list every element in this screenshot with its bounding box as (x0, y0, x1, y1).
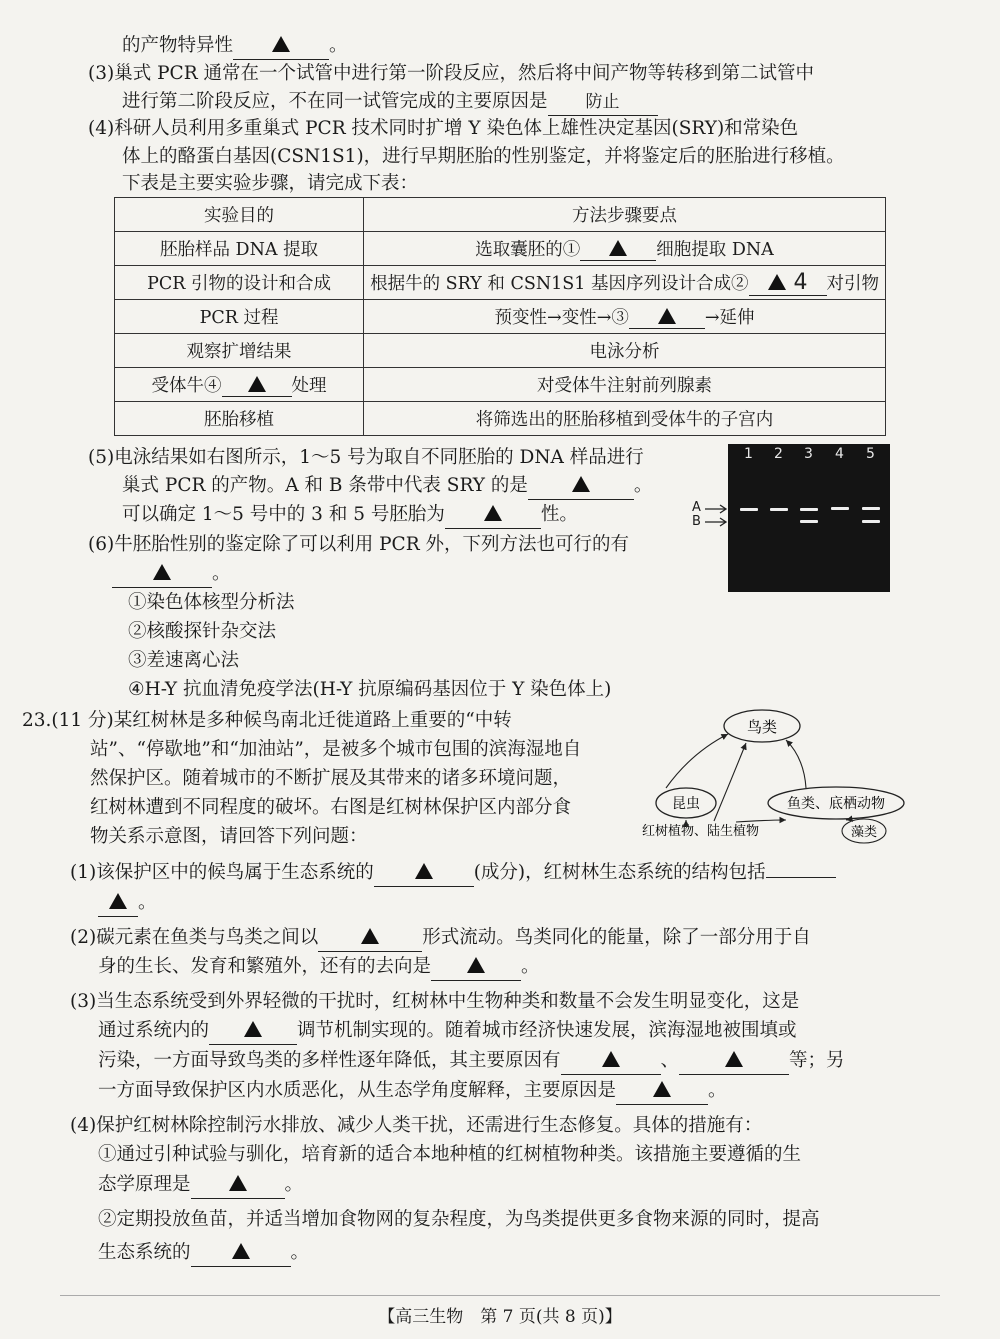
table-cell: 将筛选出的胚胎移植到受体牛的子宫内 (364, 402, 886, 436)
q22-p4-line1: (4)科研人员利用多重巢式 PCR 技术同时扩增 Y 染色体上雄性决定基因(SRY)和常染色 (88, 118, 799, 139)
blank-triangle-icon (109, 893, 127, 909)
table-row (115, 402, 886, 436)
q22-p6-option: ④H-Y 抗血清免疫学法(H-Y 抗原编码基因位于 Y 染色体上) (128, 679, 612, 700)
food-web-arrow (786, 740, 806, 788)
table-cell: 观察扩增结果 (115, 334, 364, 368)
answer-blank[interactable] (629, 308, 705, 329)
gel-band-a (862, 507, 880, 510)
q22-p6-option: ①染色体核型分析法 (128, 592, 295, 613)
table-cell: 受体牛④ 处理 (115, 368, 364, 402)
answer-blank[interactable] (191, 1172, 285, 1199)
page-footer: 【高三生物 第 7 页(共 8 页)】 (378, 1307, 622, 1327)
q22-p6-option: ③差速离心法 (128, 650, 240, 671)
answer-blank[interactable] (431, 954, 521, 981)
answer-blank[interactable] (222, 376, 292, 397)
answer-blank[interactable] (374, 860, 474, 887)
footer-divider (60, 1295, 940, 1296)
table-row (115, 334, 886, 368)
answer-blank[interactable] (233, 33, 329, 60)
handwritten-answer: 4 (793, 269, 808, 295)
food-web-arrow (666, 734, 728, 788)
blank-triangle-icon (248, 376, 266, 392)
lane-label: 3 (804, 446, 813, 462)
answer-blank[interactable] (616, 1078, 708, 1105)
table-cell: PCR 引物的设计和合成 (115, 266, 364, 300)
experiment-steps-table (114, 197, 886, 436)
table-cell: 电泳分析 (364, 334, 886, 368)
blank-triangle-icon (658, 308, 676, 324)
q22-p3-line2: 进行第二阶段反应，不在同一试管完成的主要原因是 防止 (122, 89, 658, 116)
answer-blank[interactable] (766, 877, 836, 878)
food-web-label: 鱼类、底栖动物 (787, 796, 885, 812)
q22-p6-question: (6)牛胚胎性别的鉴定除了可以利用 PCR 外，下列方法也可行的有 (88, 534, 630, 555)
q22-p6-answer: 。 (112, 561, 231, 588)
q22-p5-line1: (5)电泳结果如右图所示，1～5 号为取自不同胚胎的 DNA 样品进行 (88, 447, 644, 468)
band-label-b: B (692, 514, 701, 529)
q22-p6-option: ②核酸探针杂交法 (128, 621, 277, 642)
q23-p2-line1: (2)碳元素在鱼类与鸟类之间以 形式流动。鸟类同化的能量，除了一部分用于自 (70, 925, 811, 952)
table-row (115, 266, 886, 300)
q22-p3-line1: (3)巢式 PCR 通常在一个试管中进行第一阶段反应，然后将中间产物等转移到第二试管中 (88, 63, 815, 84)
q23-p4-line5: 生态系统的 。 (98, 1240, 309, 1267)
food-web-label: 昆虫 (672, 796, 700, 812)
answer-blank[interactable] (580, 240, 656, 261)
lane-label: 2 (774, 446, 783, 462)
food-web-label: 藻类 (850, 825, 878, 840)
q23-p1-line1: (1)该保护区中的候鸟属于生态系统的 (成分)，红树林生态系统的结构包括 (70, 860, 836, 887)
blank-triangle-icon (602, 1051, 620, 1067)
q22-p4-line2: 体上的酪蛋白基因(CSN1S1)，进行早期胚胎的性别鉴定，并将鉴定后的胚胎进行移植。 (122, 146, 845, 167)
blank-triangle-icon (415, 863, 433, 879)
answer-blank[interactable] (548, 89, 658, 116)
blank-triangle-icon (229, 1175, 247, 1191)
table-row (115, 368, 886, 402)
q23-p3-line1: (3)当生态系统受到外界轻微的干扰时，红树林中生物种类和数量不会发生明显变化，这是 (70, 991, 800, 1012)
q23-p4-line1: (4)保护红树林除控制污水排放、减少人类干扰，还需进行生态修复。具体的措施有： (70, 1115, 763, 1136)
q22-p5-line2: 巢式 PCR 的产物。A 和 B 条带中代表 SRY 的是 。 (122, 473, 652, 500)
blank-triangle-icon (361, 928, 379, 944)
q23-p3-line2: 通过系统内的 调节机制实现的。随着城市经济快速发展，滨海湿地被围填或 (98, 1018, 797, 1045)
q23-intro-line: 23.(11 分)某红树林是多种候鸟南北迁徙道路上重要的“中转 (22, 710, 512, 731)
answer-blank[interactable] (679, 1048, 789, 1075)
answer-blank[interactable] (98, 890, 138, 917)
q23-intro-line: 然保护区。随着城市的不断扩展及其带来的诸多环境问题， (90, 768, 572, 789)
table-header: 实验目的 (115, 198, 364, 232)
table-row (115, 300, 886, 334)
gel-band-a (800, 508, 818, 511)
blank-triangle-icon (609, 240, 627, 256)
answer-blank[interactable] (561, 1048, 661, 1075)
food-web-diagram (636, 708, 906, 848)
lane-label: 1 (744, 446, 753, 462)
blank-triangle-icon (653, 1081, 671, 1097)
q23-p3-line3: 污染，一方面导致鸟类的多样性逐年降低，其主要原因有 、 等；另 (98, 1048, 845, 1075)
q22-frag-line: 的产物特异性 。 (122, 33, 348, 60)
lane-label: 4 (835, 446, 844, 462)
table-header-row (115, 198, 886, 232)
gel-band-b (862, 520, 880, 523)
blank-triangle-icon (232, 1243, 250, 1259)
blank-triangle-icon (153, 564, 171, 580)
table-cell: 选取囊胚的① 细胞提取 DNA (364, 232, 886, 266)
band-pointer-arrows (703, 502, 731, 530)
food-web-label: 鸟类 (746, 718, 778, 736)
q23-intro-line: 红树林遭到不同程度的破坏。右图是红树林保护区内部分食 (90, 797, 572, 818)
answer-blank[interactable] (112, 561, 212, 588)
table-cell: 胚胎样品 DNA 提取 (115, 232, 364, 266)
blank-triangle-icon (725, 1051, 743, 1067)
q23-p4-line2: ①通过引种试验与驯化，培育新的适合本地种植的红树植物种类。该措施主要遵循的生 (98, 1144, 802, 1165)
q23-p1-line2: 。 (98, 890, 157, 917)
answer-blank[interactable] (749, 270, 827, 296)
table-cell: PCR 过程 (115, 300, 364, 334)
blank-triangle-icon (484, 505, 502, 521)
q23-p4-line4: ②定期投放鱼苗，并适当增加食物网的复杂程度，为鸟类提供更多食物来源的同时，提高 (98, 1209, 820, 1230)
answer-blank[interactable] (318, 925, 422, 952)
q23-p3-line4: 一方面导致保护区内水质恶化，从生态学角度解释，主要原因是 。 (98, 1078, 727, 1105)
gel-band-b (800, 520, 818, 523)
table-cell: 胚胎移植 (115, 402, 364, 436)
blank-triangle-icon (768, 274, 786, 290)
food-web-arrow (714, 743, 746, 821)
q22-p5-line3: 可以确定 1～5 号中的 3 和 5 号胚胎为 性。 (122, 502, 578, 529)
electrophoresis-gel (728, 444, 890, 592)
food-web-label: 红树植物、陆生植物 (642, 824, 760, 839)
blank-triangle-icon (467, 957, 485, 973)
q23-intro-line: 站”、“停歇地”和“加油站”，是被多个城市包围的滨海湿地自 (90, 739, 582, 760)
band-label-a: A (692, 500, 701, 515)
answer-blank[interactable] (445, 502, 541, 529)
q22-p4-line3: 下表是主要实验步骤，请完成下表： (122, 173, 419, 194)
answer-blank[interactable] (528, 473, 634, 500)
table-cell: 对受体牛注射前列腺素 (364, 368, 886, 402)
table-row (115, 232, 886, 266)
answer-blank[interactable] (209, 1018, 297, 1045)
gel-band-a (770, 508, 788, 511)
gel-band-a (740, 508, 758, 511)
blank-triangle-icon (244, 1021, 262, 1037)
answer-blank[interactable] (191, 1240, 291, 1267)
gel-band-a (831, 507, 849, 510)
blank-triangle-icon (572, 476, 590, 492)
q23-intro-line: 物关系示意图，请回答下列问题： (90, 826, 368, 847)
q23-p4-line3: 态学原理是 。 (98, 1172, 303, 1199)
table-header: 方法步骤要点 (364, 198, 886, 232)
handwritten-answer: 防止 (585, 92, 620, 112)
table-cell: 预变性→变性→③ →延伸 (364, 300, 886, 334)
q23-p2-line2: 身的生长、发育和繁殖外，还有的去向是 。 (98, 954, 540, 981)
lane-label: 5 (866, 446, 875, 462)
table-cell: 根据牛的 SRY 和 CSN1S1 基因序列设计合成② 4 对引物 (364, 266, 886, 300)
food-web-arrow (736, 820, 786, 822)
blank-triangle-icon (272, 36, 290, 52)
